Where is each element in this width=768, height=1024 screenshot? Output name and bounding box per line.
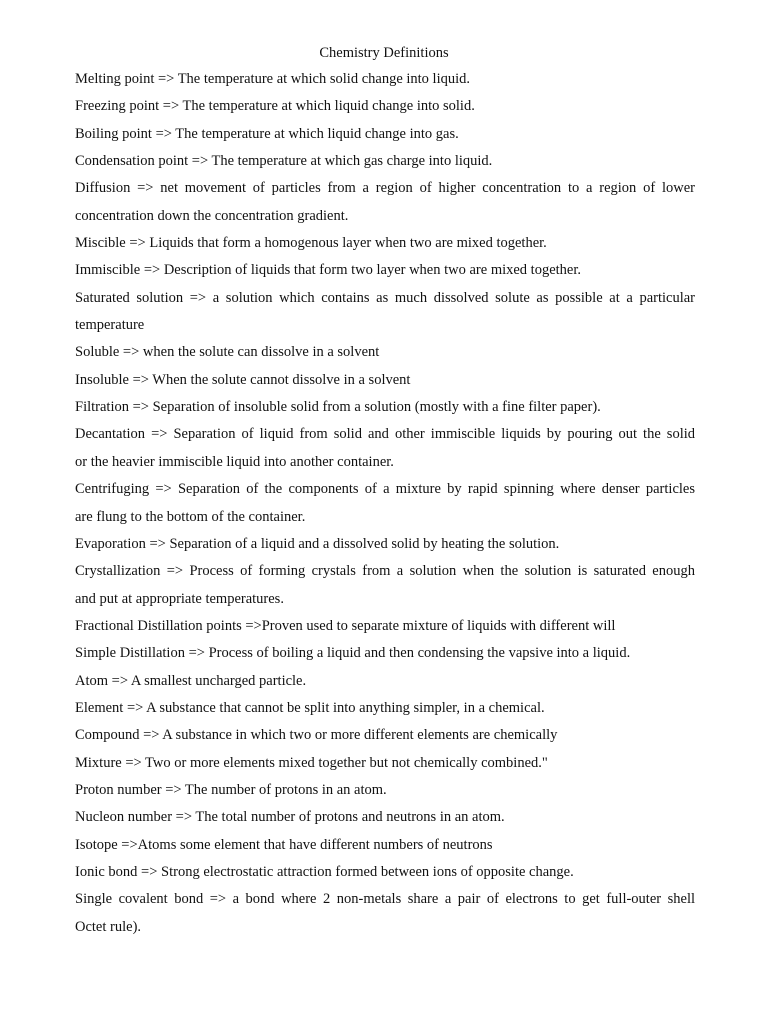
definition-line: Condensation point => The temperature at which gas charge into liquid. — [75, 153, 493, 170]
definition-line: Crystallization => Process of forming crystals from a solution when the solution is saturated enough — [75, 563, 695, 580]
definition-line: Compound => A substance in which two or more different elements are chemically — [75, 727, 558, 744]
page-title: Chemistry Definitions — [319, 45, 449, 61]
definition-line: Melting point => The temperature at which solid change into liquid. — [75, 71, 471, 87]
definition-line: Diffusion => net movement of particles from a region of higher concentration to a region of lower — [75, 180, 695, 197]
definition-line: Soluble => when the solute can dissolve in a solvent — [75, 344, 380, 361]
definition-line: Decantation => Separation of liquid from solid and other immiscible liquids by pouring out the solid — [75, 426, 695, 443]
definition-line: Octet rule). — [75, 918, 142, 935]
definition-line: Insoluble => When the solute cannot dissolve in a solvent — [75, 371, 411, 388]
definition-line: Filtration => Separation of insoluble solid from a solution (mostly with a fine filter paper). — [75, 399, 601, 416]
definition-line: Single covalent bond => a bond where 2 non-metals share a pair of electrons to get full-outer shell — [75, 891, 695, 908]
definition-line: Centrifuging => Separation of the components of a mixture by rapid spinning where denser particles — [75, 481, 695, 498]
definition-line: Isotope =>Atoms some element that have different numbers of neutrons — [75, 836, 493, 853]
definition-line: and put at appropriate temperatures. — [75, 590, 284, 607]
definition-line: Mixture => Two or more elements mixed together but not chemically combined." — [75, 754, 548, 771]
definition-line: Evaporation => Separation of a liquid and a dissolved solid by heating the solution. — [75, 535, 560, 552]
definition-line: Boiling point => The temperature at which liquid change into gas. — [75, 125, 459, 142]
definition-line: Immiscible => Description of liquids that form two layer when two are mixed together. — [75, 262, 582, 279]
definitions-body — [75, 66, 695, 941]
definition-line: concentration down the concentration gradient. — [75, 207, 349, 224]
definition-line: Miscible => Liquids that form a homogenous layer when two are mixed together. — [75, 235, 547, 252]
definition-line: Proton number => The number of protons in an atom. — [75, 781, 387, 798]
definition-line: Ionic bond => Strong electrostatic attraction formed between ions of opposite change. — [75, 863, 574, 880]
definition-line: Element => A substance that cannot be split into anything simpler, in a chemical. — [75, 699, 545, 716]
definition-line: Simple Distillation => Process of boiling a liquid and then condensing the vapsive into a liquid. — [75, 645, 631, 662]
definition-line: Fractional Distillation points =>Proven used to separate mixture of liquids with different will — [75, 617, 616, 634]
definition-line: Saturated solution => a solution which contains as much dissolved solute as possible at a particular — [75, 289, 695, 306]
definition-line: Freezing point => The temperature at which liquid change into solid. — [75, 98, 475, 115]
definition-line: Atom => A smallest uncharged particle. — [75, 672, 307, 689]
definition-line: are flung to the bottom of the container. — [75, 508, 306, 525]
definition-line: or the heavier immiscible liquid into another container. — [75, 453, 394, 470]
definition-line: temperature — [75, 317, 145, 334]
definition-line: Nucleon number => The total number of protons and neutrons in an atom. — [75, 809, 505, 826]
